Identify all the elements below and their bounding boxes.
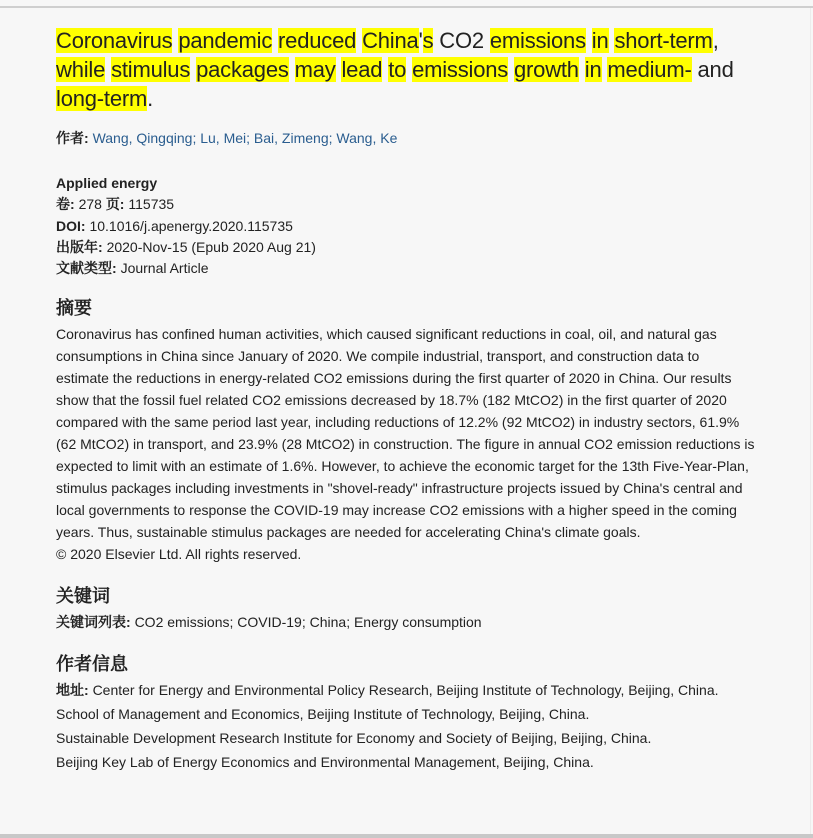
author-separator: ; <box>328 130 337 146</box>
citation-block <box>56 173 756 279</box>
highlighted-term: growth <box>514 57 579 82</box>
keywords-value: CO2 emissions; COVID-19; China; Energy consumption <box>134 614 482 631</box>
pubdate-line <box>56 237 756 258</box>
abstract-heading: 摘要 <box>56 298 92 319</box>
article-title <box>56 26 756 113</box>
bottom-scroll-edge <box>0 834 813 838</box>
highlighted-term: to <box>388 57 407 82</box>
authors-line <box>56 128 756 148</box>
affiliation-item: Sustainable Development Research Institute for Economy and Society of Beijing, Beijing, China. <box>56 730 652 747</box>
author-link[interactable]: Lu, Mei <box>200 130 247 146</box>
author-link[interactable]: Wang, Qingqing <box>92 130 193 146</box>
highlighted-term: short-term <box>614 28 713 53</box>
author-info-heading: 作者信息 <box>56 654 128 675</box>
highlighted-term: emissions <box>412 57 509 82</box>
pubdate-value: 2020-Nov-15 (Epub 2020 Aug 21) <box>106 238 316 255</box>
affiliation-item: School of Management and Economics, Beijing Institute of Technology, Beijing, China. <box>56 706 590 723</box>
article-record <box>56 26 756 774</box>
highlighted-term: lead <box>341 57 383 82</box>
doctype-line <box>56 258 756 279</box>
address-label: 地址: <box>56 682 89 699</box>
title-text: ' <box>418 28 423 53</box>
affiliation-item <box>56 678 756 702</box>
author-list <box>93 130 398 146</box>
pages-label: 页: <box>105 196 125 213</box>
highlighted-term: packages <box>196 57 289 82</box>
title-text: . <box>147 86 154 111</box>
highlighted-term: long-term <box>56 86 148 111</box>
author-info-section <box>56 652 756 774</box>
affiliations <box>56 678 756 774</box>
top-divider <box>0 6 813 8</box>
highlighted-term: s <box>422 28 434 53</box>
abstract-body: Coronavirus has confined human activities, which caused significant reductions in coal, oil, and natural gas consumptions in China since January of 2020. We compile industrial, transport, and construction data to estimate the reductions in energy-related CO2 emissions during the first quarter of 2020 in China. Our results show that the fossil fuel related CO2 emissions decreased by 18.7% (182 MtCO2) in the first quarter of 2020 compared with the same period last year, including reductions of 12.2% (92 MtCO2) in industry sectors, 61.9% (62 MtCO2) in transport, and 23.9% (28 MtCO2) in construction. The figure in annual CO2 emission reductions is expected to limit with an estimate of 1.6%. However, to achieve the economic target for the 13th Five-Year-Plan, stimulus packages including investments in "shovel-ready" infrastructure projects issued by China's central and local governments to response the COVID-19 may increase CO2 emissions with a higher speed in the coming years. Thus, sustainable stimulus packages are needed for accelerating China's climate goals. <box>56 326 755 541</box>
doi-value: 10.1016/j.apenergy.2020.115735 <box>89 217 293 234</box>
highlighted-term: emissions <box>489 28 586 53</box>
highlighted-term: may <box>294 57 336 82</box>
doi-line <box>56 216 756 237</box>
author-separator: ; <box>192 130 201 146</box>
keywords-line <box>56 611 756 633</box>
volume-value: 278 <box>78 196 102 213</box>
doi-label: DOI: <box>56 217 86 234</box>
author-link[interactable]: Bai, Zimeng <box>253 130 329 146</box>
author-link[interactable]: Wang, Ke <box>336 130 398 146</box>
keywords-heading: 关键词 <box>56 586 110 607</box>
affiliation-item: Beijing Key Lab of Energy Economics and Environmental Management, Beijing, China. <box>56 754 594 771</box>
highlighted-term: Coronavirus <box>56 28 173 53</box>
copyright: © 2020 Elsevier Ltd. All rights reserved. <box>56 546 302 563</box>
keywords-label: 关键词列表: <box>56 614 131 631</box>
title-text: and <box>691 57 734 82</box>
doctype-label: 文献类型: <box>56 260 117 277</box>
highlighted-term: reduced <box>278 28 357 53</box>
abstract-section <box>56 296 756 565</box>
pages-value: 115735 <box>128 196 175 213</box>
title-text <box>579 57 585 82</box>
highlighted-term: while <box>56 57 106 82</box>
author-separator: ; <box>246 130 254 146</box>
volume-label: 卷: <box>56 196 75 213</box>
title-text <box>586 28 592 53</box>
journal-name: Applied energy <box>56 175 158 191</box>
pubdate-label: 出版年: <box>56 238 103 255</box>
doctype-value: Journal Article <box>120 260 209 277</box>
highlighted-term: China <box>362 28 419 53</box>
abstract-text <box>56 323 756 565</box>
highlighted-term: stimulus <box>111 57 191 82</box>
title-text: CO2 <box>433 28 490 53</box>
authors-label: 作者: <box>56 130 89 146</box>
right-border <box>810 8 811 834</box>
volume-pages-line <box>56 194 756 215</box>
title-text <box>289 57 295 82</box>
highlighted-term: pandemic <box>178 28 273 53</box>
highlighted-term: in <box>591 28 609 53</box>
title-text: , <box>712 28 719 53</box>
keywords-section <box>56 584 756 633</box>
affiliation-text: Center for Energy and Environmental Policy Research, Beijing Institute of Technology, Beijing, China. <box>92 682 719 699</box>
highlighted-term: medium- <box>607 57 692 82</box>
highlighted-term: in <box>584 57 602 82</box>
